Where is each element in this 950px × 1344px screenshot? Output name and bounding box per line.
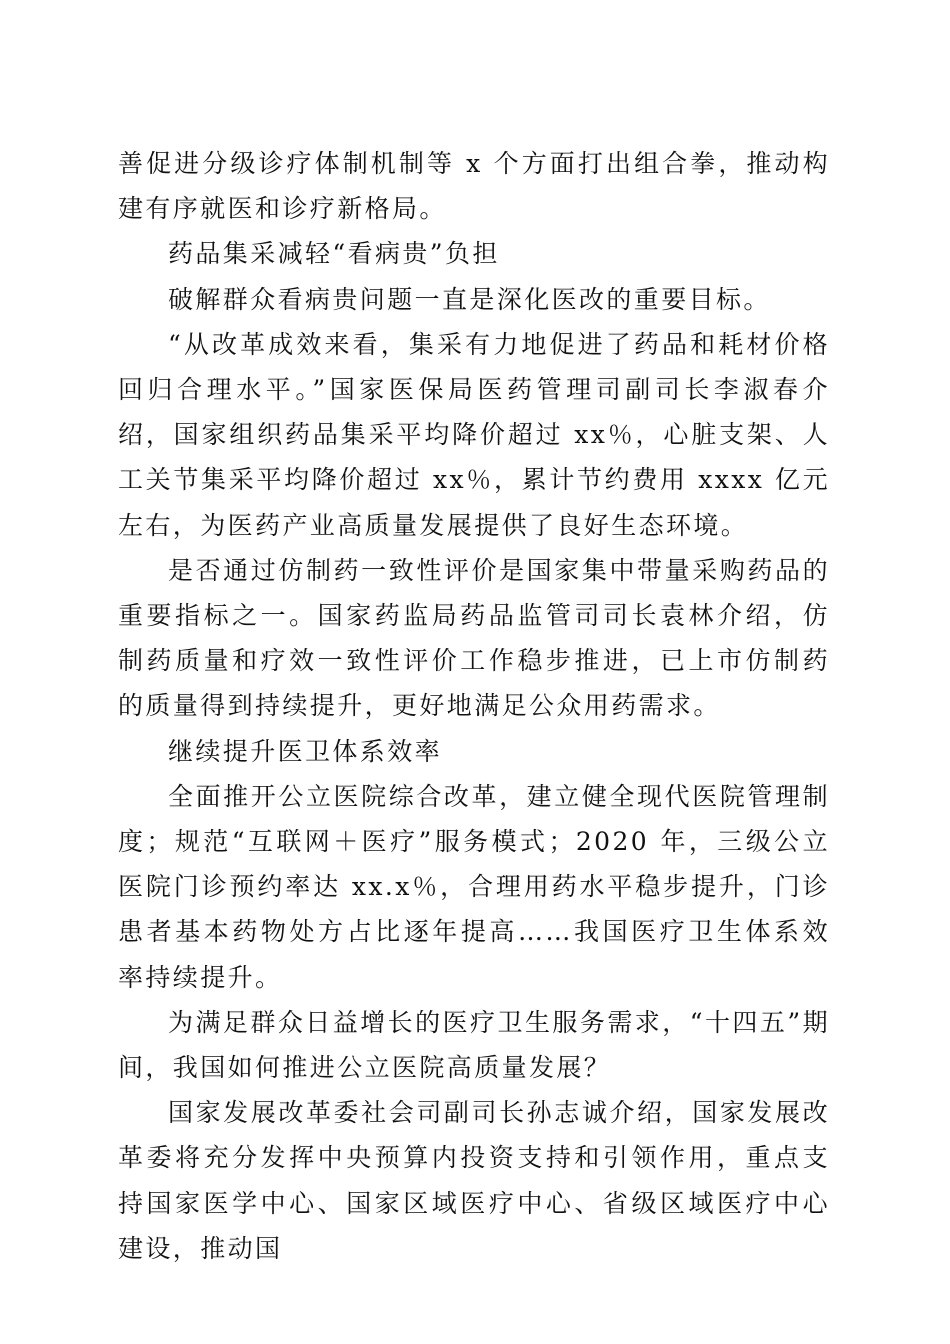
paragraph: 为满足群众日益增长的医疗卫生服务需求，“十四五”期间，我国如何推进公立医院高质量发展？ <box>118 1007 830 1083</box>
paragraph: “从改革成效来看，集采有力地促进了药品和耗材价格回归合理水平。”国家医保局医药管理司副司长李淑春介绍，国家组织药品集采平均降价超过 xx％，心脏支架、人工关节集采平均降价超过 xx％，累计节约费用 xxxx 亿元左右，为医药产业高质量发展提供了良好生态环境。 <box>118 329 830 540</box>
subheading-drug-procurement: 药品集采减轻“看病贵”负担 <box>168 239 500 269</box>
document-body <box>118 141 830 1271</box>
paragraph: 破解群众看病贵问题一直是深化医改的重要目标。 <box>168 284 771 314</box>
subheading-system-efficiency: 继续提升医卫体系效率 <box>168 736 443 766</box>
paragraph-continuation: 善促进分级诊疗体制机制等 x 个方面打出组合拳，推动构建有序就医和诊疗新格局。 <box>118 149 830 224</box>
paragraph: 是否通过仿制药一致性评价是国家集中带量采购药品的重要指标之一。国家药监局药品监管司司长袁林介绍，仿制药质量和疗效一致性评价工作稳步推进，已上市仿制药的质量得到持续提升，更好地满足公众用药需求。 <box>118 555 830 721</box>
paragraph: 国家发展改革委社会司副司长孙志诚介绍，国家发展改革委将充分发挥中央预算内投资支持和引领作用，重点支持国家医学中心、国家区域医疗中心、省级区域医疗中心建设，推动国 <box>118 1098 830 1263</box>
paragraph: 全面推开公立医院综合改革，建立健全现代医院管理制度；规范“互联网＋医疗”服务模式；2020 年，三级公立医院门诊预约率达 xx.x％，合理用药水平稳步提升，门诊患者基本药物处方占比逐年提高……我国医疗卫生体系效率持续提升。 <box>118 781 830 992</box>
